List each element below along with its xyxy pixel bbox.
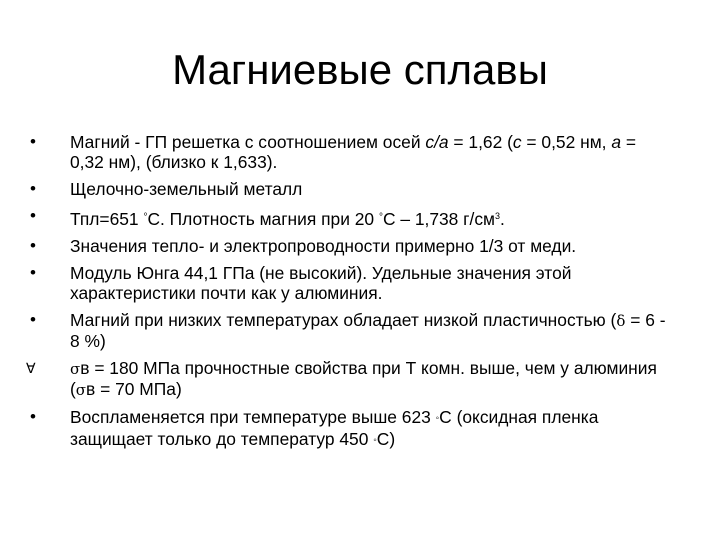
delta-symbol: δ <box>616 312 626 330</box>
item-text: Тпл=651 <box>70 209 144 229</box>
item-text: Магний - ГП решетка с соотношением осей <box>70 132 426 152</box>
item-text: = 0,32 нм), (близко к 1,633). <box>70 132 636 172</box>
bullet-marker: • <box>30 263 36 282</box>
list-item <box>26 263 666 303</box>
list-item <box>26 132 666 172</box>
slide-title: Магниевые сплавы <box>172 46 548 93</box>
item-text: Значения тепло- и электропроводности примерно 1/3 от меди. <box>70 236 577 256</box>
list-item <box>26 407 666 451</box>
item-text: в = 70 МПа) <box>86 379 182 399</box>
item-text: = 1,62 ( <box>448 132 513 152</box>
list-item <box>26 358 666 400</box>
item-var: c/a <box>425 132 449 152</box>
sigma-symbol: σ <box>75 381 87 399</box>
forall-marker: ∀ <box>26 360 36 376</box>
degree-ring: ◦ <box>373 435 377 446</box>
bullet-marker: • <box>30 179 36 198</box>
item-var: c <box>512 132 522 152</box>
list-item <box>26 310 666 351</box>
bullet-marker: • <box>30 206 36 225</box>
item-text: Магний при низких температурах обладает низкой пластичностью ( <box>70 310 617 330</box>
list-item <box>26 206 666 229</box>
superscript: 3 <box>495 211 501 221</box>
bullet-marker: • <box>30 310 36 329</box>
item-text: = 6 - 8 %) <box>70 310 666 351</box>
item-text: С – 1,738 г/см <box>382 209 496 229</box>
item-text: Модуль Юнга 44,1 ГПа (не высокий). Удельные значения этой характеристики почти как у алюминия. <box>70 263 572 303</box>
list-item <box>26 179 666 199</box>
bullet-marker: • <box>30 132 36 151</box>
item-var: a <box>611 132 621 152</box>
item-text: = 0,52 нм, <box>521 132 612 152</box>
item-text: Воспламеняется при температуре выше 623 <box>70 407 436 427</box>
sigma-symbol: σ <box>70 360 81 378</box>
bullet-marker: • <box>30 236 36 255</box>
item-text: С) <box>376 429 396 449</box>
item-text: С (оксидная пленка защищает только до температур 450 <box>70 407 599 449</box>
item-text: в = 180 МПа прочностные свойства при Т комн. выше, чем у алюминия ( <box>70 358 657 399</box>
degree-sign: ° <box>378 212 383 223</box>
item-text: Щелочно-земельный металл <box>70 179 303 199</box>
degree-ring: ◦ <box>435 413 440 424</box>
bullet-list <box>26 132 666 458</box>
list-item <box>26 236 666 256</box>
item-text: С. Плотность магния при 20 <box>147 209 379 229</box>
degree-sign: ° <box>143 212 148 223</box>
bullet-marker: • <box>30 407 36 426</box>
item-text: . <box>500 209 505 229</box>
